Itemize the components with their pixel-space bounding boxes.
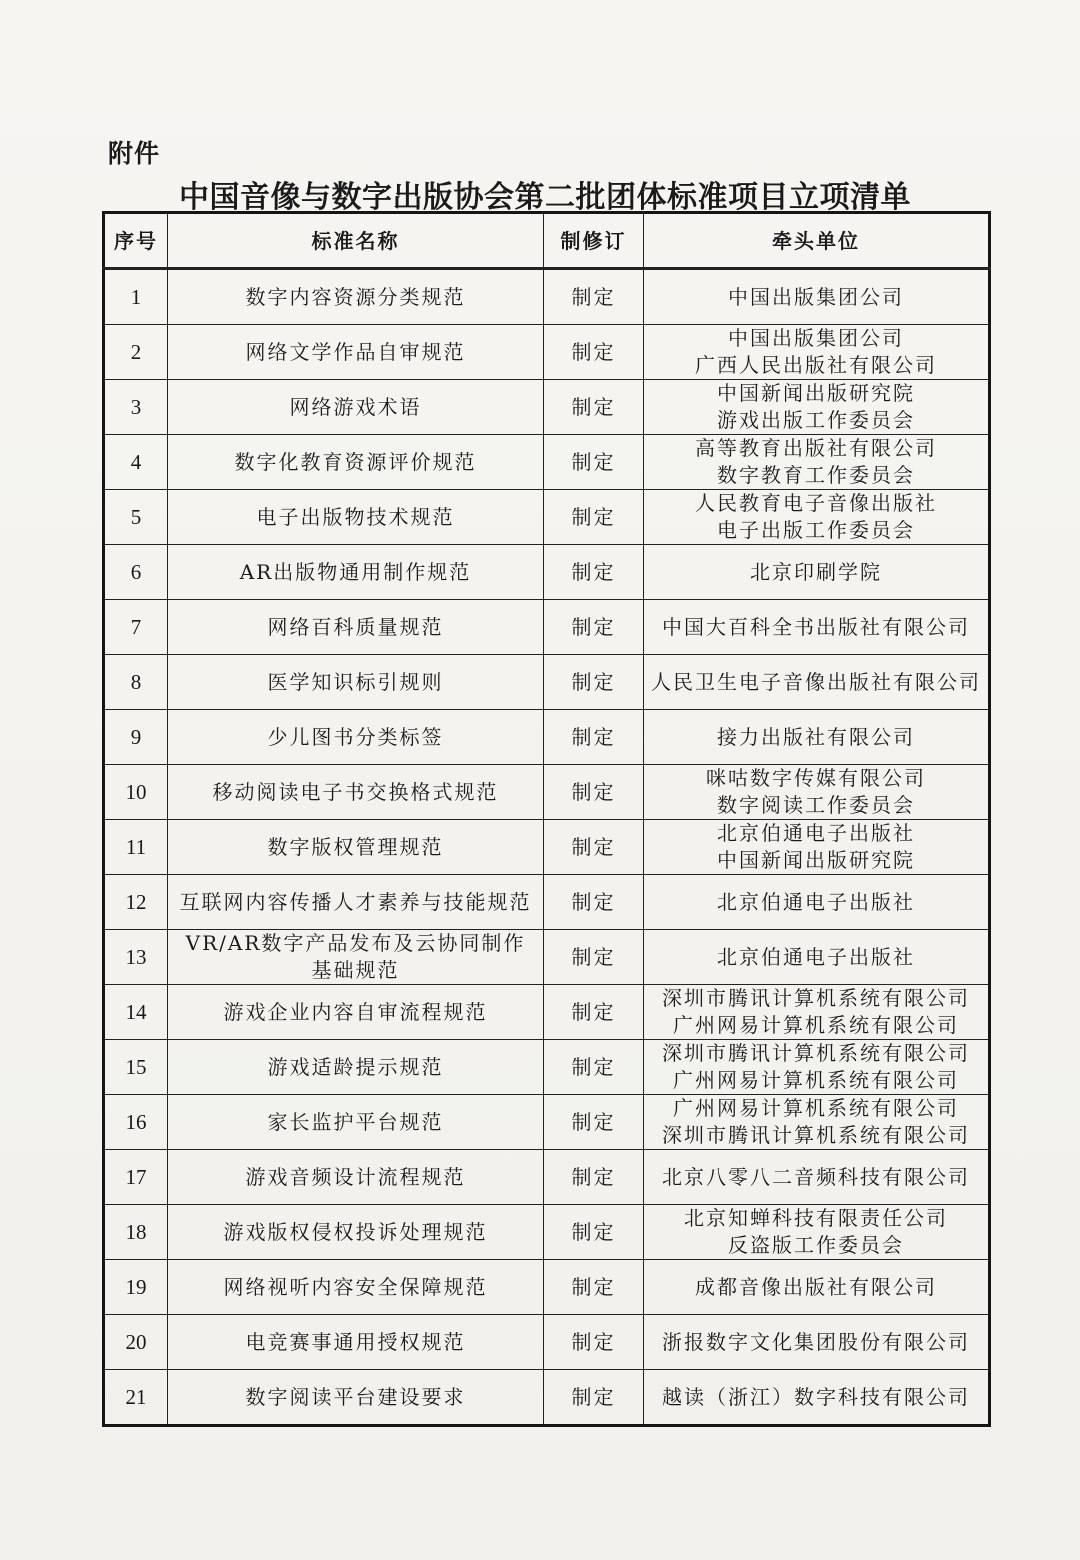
table-row: [104, 710, 990, 765]
standard-name-cell: [168, 1150, 544, 1205]
header-name: 标准名称: [168, 213, 544, 269]
row-number: 9: [104, 710, 168, 765]
table-row: [104, 380, 990, 435]
lead-unit-cell: [644, 1315, 990, 1370]
table-row: [104, 1315, 990, 1370]
table-body: [104, 269, 990, 1426]
revision-type: 制定: [544, 765, 644, 820]
standard-name-cell: [168, 435, 544, 490]
lead-unit-cell: [644, 655, 990, 710]
row-number: 10: [104, 765, 168, 820]
lead-unit: 北京知蝉科技有限责任公司: [684, 1206, 948, 1230]
header-no: 序号: [104, 213, 168, 269]
lead-unit: 广州网易计算机系统有限公司: [673, 1068, 959, 1092]
lead-unit: 咪咕数字传媒有限公司: [706, 766, 926, 790]
revision-type: 制定: [544, 1315, 644, 1370]
table-row: [104, 985, 990, 1040]
standards-table: [102, 211, 991, 1427]
standard-name: 网络文学作品自审规范: [245, 339, 466, 364]
standard-name: 网络游戏术语: [289, 394, 422, 419]
lead-unit: 游戏出版工作委员会: [717, 408, 915, 432]
revision-type: 制定: [544, 490, 644, 545]
row-number: 21: [104, 1370, 168, 1426]
revision-type: 制定: [544, 1205, 644, 1260]
row-number: 16: [104, 1095, 168, 1150]
table-row: [104, 765, 990, 820]
lead-unit-cell: [644, 820, 990, 875]
table-row: [104, 325, 990, 380]
lead-unit: 深圳市腾讯计算机系统有限公司: [662, 1041, 970, 1065]
standard-name-cell: [168, 930, 544, 985]
table-row: [104, 1150, 990, 1205]
lead-unit: 浙报数字文化集团股份有限公司: [662, 1329, 970, 1354]
lead-unit: 高等教育出版社有限公司: [695, 436, 937, 460]
standard-name: 游戏适龄提示规范: [267, 1054, 444, 1079]
standard-name: AR出版物通用制作规范: [239, 559, 472, 584]
standard-name: 电竞赛事通用授权规范: [245, 1329, 466, 1354]
lead-unit: 人民教育电子音像出版社: [695, 491, 937, 515]
lead-unit: 人民卫生电子音像出版社有限公司: [651, 669, 981, 694]
lead-unit-cell: [644, 1150, 990, 1205]
standard-name: 家长监护平台规范: [267, 1109, 444, 1134]
revision-type: 制定: [544, 985, 644, 1040]
revision-type: 制定: [544, 1370, 644, 1426]
revision-type: 制定: [544, 545, 644, 600]
standard-name: 游戏音频设计流程规范: [245, 1164, 466, 1189]
row-number: 13: [104, 930, 168, 985]
standard-name: 网络百科质量规范: [267, 614, 444, 639]
lead-unit: 中国新闻出版研究院: [717, 848, 915, 872]
lead-unit: 数字教育工作委员会: [717, 463, 915, 487]
row-number: 15: [104, 1040, 168, 1095]
standard-name: 数字化教育资源评价规范: [234, 449, 477, 474]
standard-name-cell: [168, 269, 544, 325]
revision-type: 制定: [544, 820, 644, 875]
standard-name: 数字版权管理规范: [267, 834, 444, 859]
lead-unit-cell: [644, 875, 990, 930]
revision-type: 制定: [544, 435, 644, 490]
row-number: 17: [104, 1150, 168, 1205]
standard-name: 移动阅读电子书交换格式规范: [212, 779, 499, 804]
attachment-label: 附件: [108, 139, 161, 168]
lead-unit: 深圳市腾讯计算机系统有限公司: [662, 1123, 970, 1147]
lead-unit: 北京伯通电子出版社: [717, 821, 915, 845]
lead-unit-cell: [644, 435, 990, 490]
standard-name: 电子出版物技术规范: [256, 504, 455, 529]
standard-name: 基础规范: [311, 958, 400, 982]
lead-unit-cell: [644, 710, 990, 765]
lead-unit-cell: [644, 1205, 990, 1260]
table-header-row: [104, 213, 990, 269]
lead-unit: 接力出版社有限公司: [717, 724, 915, 749]
lead-unit: 电子出版工作委员会: [717, 518, 915, 542]
lead-unit-cell: [644, 1095, 990, 1150]
lead-unit-cell: [644, 1370, 990, 1426]
table-row: [104, 545, 990, 600]
standard-name-cell: [168, 765, 544, 820]
standard-name-cell: [168, 545, 544, 600]
standard-name: 少儿图书分类标签: [267, 724, 444, 749]
standard-name: 游戏企业内容自审流程规范: [223, 999, 488, 1024]
lead-unit-cell: [644, 545, 990, 600]
table-row: [104, 820, 990, 875]
lead-unit-cell: [644, 600, 990, 655]
table-row: [104, 655, 990, 710]
revision-type: 制定: [544, 380, 644, 435]
standard-name-cell: [168, 490, 544, 545]
table-row: [104, 1205, 990, 1260]
standard-name-cell: [168, 600, 544, 655]
row-number: 1: [104, 269, 168, 325]
revision-type: 制定: [544, 1260, 644, 1315]
table-row: [104, 490, 990, 545]
standard-name-cell: [168, 1095, 544, 1150]
lead-unit: 广州网易计算机系统有限公司: [673, 1096, 959, 1120]
row-number: 8: [104, 655, 168, 710]
revision-type: 制定: [544, 930, 644, 985]
row-number: 4: [104, 435, 168, 490]
standard-name-cell: [168, 1315, 544, 1370]
table-row: [104, 269, 990, 325]
lead-unit: 深圳市腾讯计算机系统有限公司: [662, 986, 970, 1010]
row-number: 3: [104, 380, 168, 435]
lead-unit-cell: [644, 1040, 990, 1095]
standard-name: 数字内容资源分类规范: [245, 284, 466, 309]
revision-type: 制定: [544, 269, 644, 325]
lead-unit: 中国大百科全书出版社有限公司: [662, 614, 970, 639]
row-number: 7: [104, 600, 168, 655]
lead-unit: 广州网易计算机系统有限公司: [673, 1013, 959, 1037]
table-row: [104, 1095, 990, 1150]
row-number: 5: [104, 490, 168, 545]
lead-unit: 数字阅读工作委员会: [717, 793, 915, 817]
lead-unit: 越读（浙江）数字科技有限公司: [662, 1384, 970, 1409]
revision-type: 制定: [544, 1040, 644, 1095]
standard-name: 数字阅读平台建设要求: [245, 1384, 466, 1409]
row-number: 11: [104, 820, 168, 875]
lead-unit: 北京印刷学院: [750, 559, 882, 584]
revision-type: 制定: [544, 325, 644, 380]
standard-name: 网络视听内容安全保障规范: [223, 1274, 488, 1299]
document-title: 中国音像与数字出版协会第二批团体标准项目立项清单: [179, 180, 911, 215]
lead-unit-cell: [644, 985, 990, 1040]
lead-unit-cell: [644, 765, 990, 820]
standard-name-cell: [168, 655, 544, 710]
revision-type: 制定: [544, 875, 644, 930]
table-row: [104, 1040, 990, 1095]
lead-unit: 成都音像出版社有限公司: [695, 1274, 937, 1299]
row-number: 14: [104, 985, 168, 1040]
standard-name-cell: [168, 1040, 544, 1095]
lead-unit: 北京伯通电子出版社: [717, 889, 915, 914]
table-row: [104, 435, 990, 490]
standard-name: 游戏版权侵权投诉处理规范: [223, 1219, 488, 1244]
table-row: [104, 1260, 990, 1315]
revision-type: 制定: [544, 1150, 644, 1205]
row-number: 20: [104, 1315, 168, 1370]
row-number: 2: [104, 325, 168, 380]
lead-unit: 中国出版集团公司: [728, 326, 904, 350]
lead-unit: 中国新闻出版研究院: [717, 381, 915, 405]
lead-unit-cell: [644, 490, 990, 545]
header-unit: 牵头单位: [644, 213, 990, 269]
row-number: 12: [104, 875, 168, 930]
lead-unit-cell: [644, 325, 990, 380]
table-row: [104, 1370, 990, 1426]
lead-unit-cell: [644, 380, 990, 435]
lead-unit: 广西人民出版社有限公司: [695, 353, 937, 377]
lead-unit-cell: [644, 269, 990, 325]
standard-name-cell: [168, 820, 544, 875]
standard-name-cell: [168, 1260, 544, 1315]
header-type: 制修订: [544, 213, 644, 269]
revision-type: 制定: [544, 600, 644, 655]
standard-name-cell: [168, 1370, 544, 1426]
row-number: 18: [104, 1205, 168, 1260]
standard-name-cell: [168, 985, 544, 1040]
table-row: [104, 600, 990, 655]
standard-name: 互联网内容传播人才素养与技能规范: [179, 889, 532, 914]
row-number: 19: [104, 1260, 168, 1315]
lead-unit-cell: [644, 1260, 990, 1315]
revision-type: 制定: [544, 710, 644, 765]
standard-name-cell: [168, 710, 544, 765]
table-row: [104, 875, 990, 930]
revision-type: 制定: [544, 655, 644, 710]
lead-unit: 北京八零八二音频科技有限公司: [662, 1164, 970, 1189]
standard-name-cell: [168, 875, 544, 930]
row-number: 6: [104, 545, 168, 600]
table-row: [104, 930, 990, 985]
standard-name-cell: [168, 1205, 544, 1260]
lead-unit: 反盗版工作委员会: [728, 1233, 904, 1257]
lead-unit: 北京伯通电子出版社: [717, 944, 915, 969]
standard-name: 医学知识标引规则: [267, 669, 444, 694]
standard-name-cell: [168, 380, 544, 435]
revision-type: 制定: [544, 1095, 644, 1150]
standard-name-cell: [168, 325, 544, 380]
standard-name: VR/AR数字产品发布及云协同制作: [185, 931, 526, 955]
lead-unit: 中国出版集团公司: [728, 284, 904, 309]
lead-unit-cell: [644, 930, 990, 985]
